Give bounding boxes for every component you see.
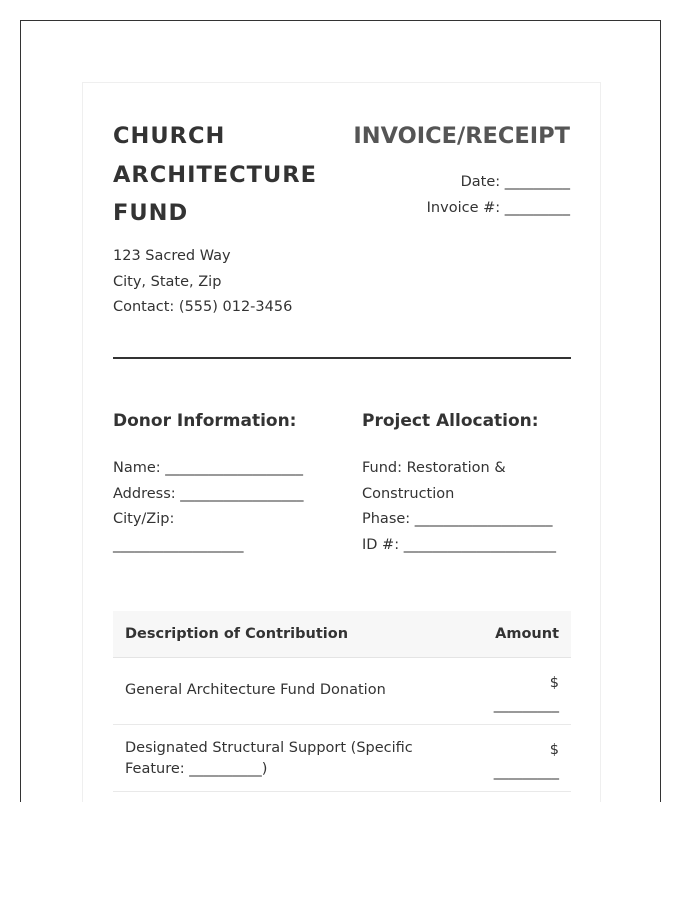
project-allocation bbox=[362, 456, 577, 558]
document-title: INVOICE/RECEIPT bbox=[353, 123, 570, 149]
description-column-header: Description of Contribution bbox=[125, 626, 349, 642]
amount-column-header: Amount bbox=[495, 626, 559, 642]
amount-blank: _________ bbox=[493, 697, 559, 713]
project-heading: Project Allocation: bbox=[362, 411, 539, 431]
fund-field: Fund: Restoration & Construction bbox=[362, 460, 506, 502]
organization-address bbox=[113, 244, 292, 321]
donor-information bbox=[113, 456, 323, 558]
row-amount bbox=[494, 739, 559, 783]
address-line-1: 123 Sacred Way bbox=[113, 248, 231, 264]
project-id-field: ID #: _____________________ bbox=[362, 536, 556, 553]
address-line-2: City, State, Zip bbox=[113, 273, 222, 290]
contact-line: Contact: (555) 012-3456 bbox=[113, 299, 293, 315]
table-row bbox=[113, 725, 571, 792]
table-row bbox=[113, 658, 571, 725]
header-divider bbox=[113, 357, 571, 359]
organization-name: CHURCH ARCHITECTURE FUND bbox=[113, 123, 317, 226]
amount-symbol: $ bbox=[549, 742, 559, 758]
invoice-sheet bbox=[82, 82, 601, 802]
donor-cityzip-blank: __________________ bbox=[113, 536, 244, 553]
donor-heading: Donor Information: bbox=[113, 411, 297, 431]
document-frame bbox=[20, 20, 661, 802]
invoice-meta bbox=[427, 169, 570, 221]
date-field: Date: _________ bbox=[460, 174, 570, 190]
invoice-number-field: Invoice #: _________ bbox=[426, 200, 570, 216]
donor-name-field: Name: ___________________ bbox=[113, 460, 304, 476]
amount-symbol: $ bbox=[549, 675, 559, 691]
row-description: General Architecture Fund Donation bbox=[125, 682, 386, 698]
donor-cityzip-label: City/Zip: bbox=[113, 511, 175, 527]
phase-field: Phase: ___________________ bbox=[362, 511, 553, 527]
donor-address-field: Address: _________________ bbox=[113, 485, 304, 502]
row-amount bbox=[494, 672, 559, 716]
amount-blank: _________ bbox=[493, 764, 559, 780]
row-description: Designated Structural Support (Specific Feature: __________) bbox=[125, 740, 413, 777]
table-header bbox=[113, 611, 571, 658]
contribution-table bbox=[113, 611, 571, 792]
